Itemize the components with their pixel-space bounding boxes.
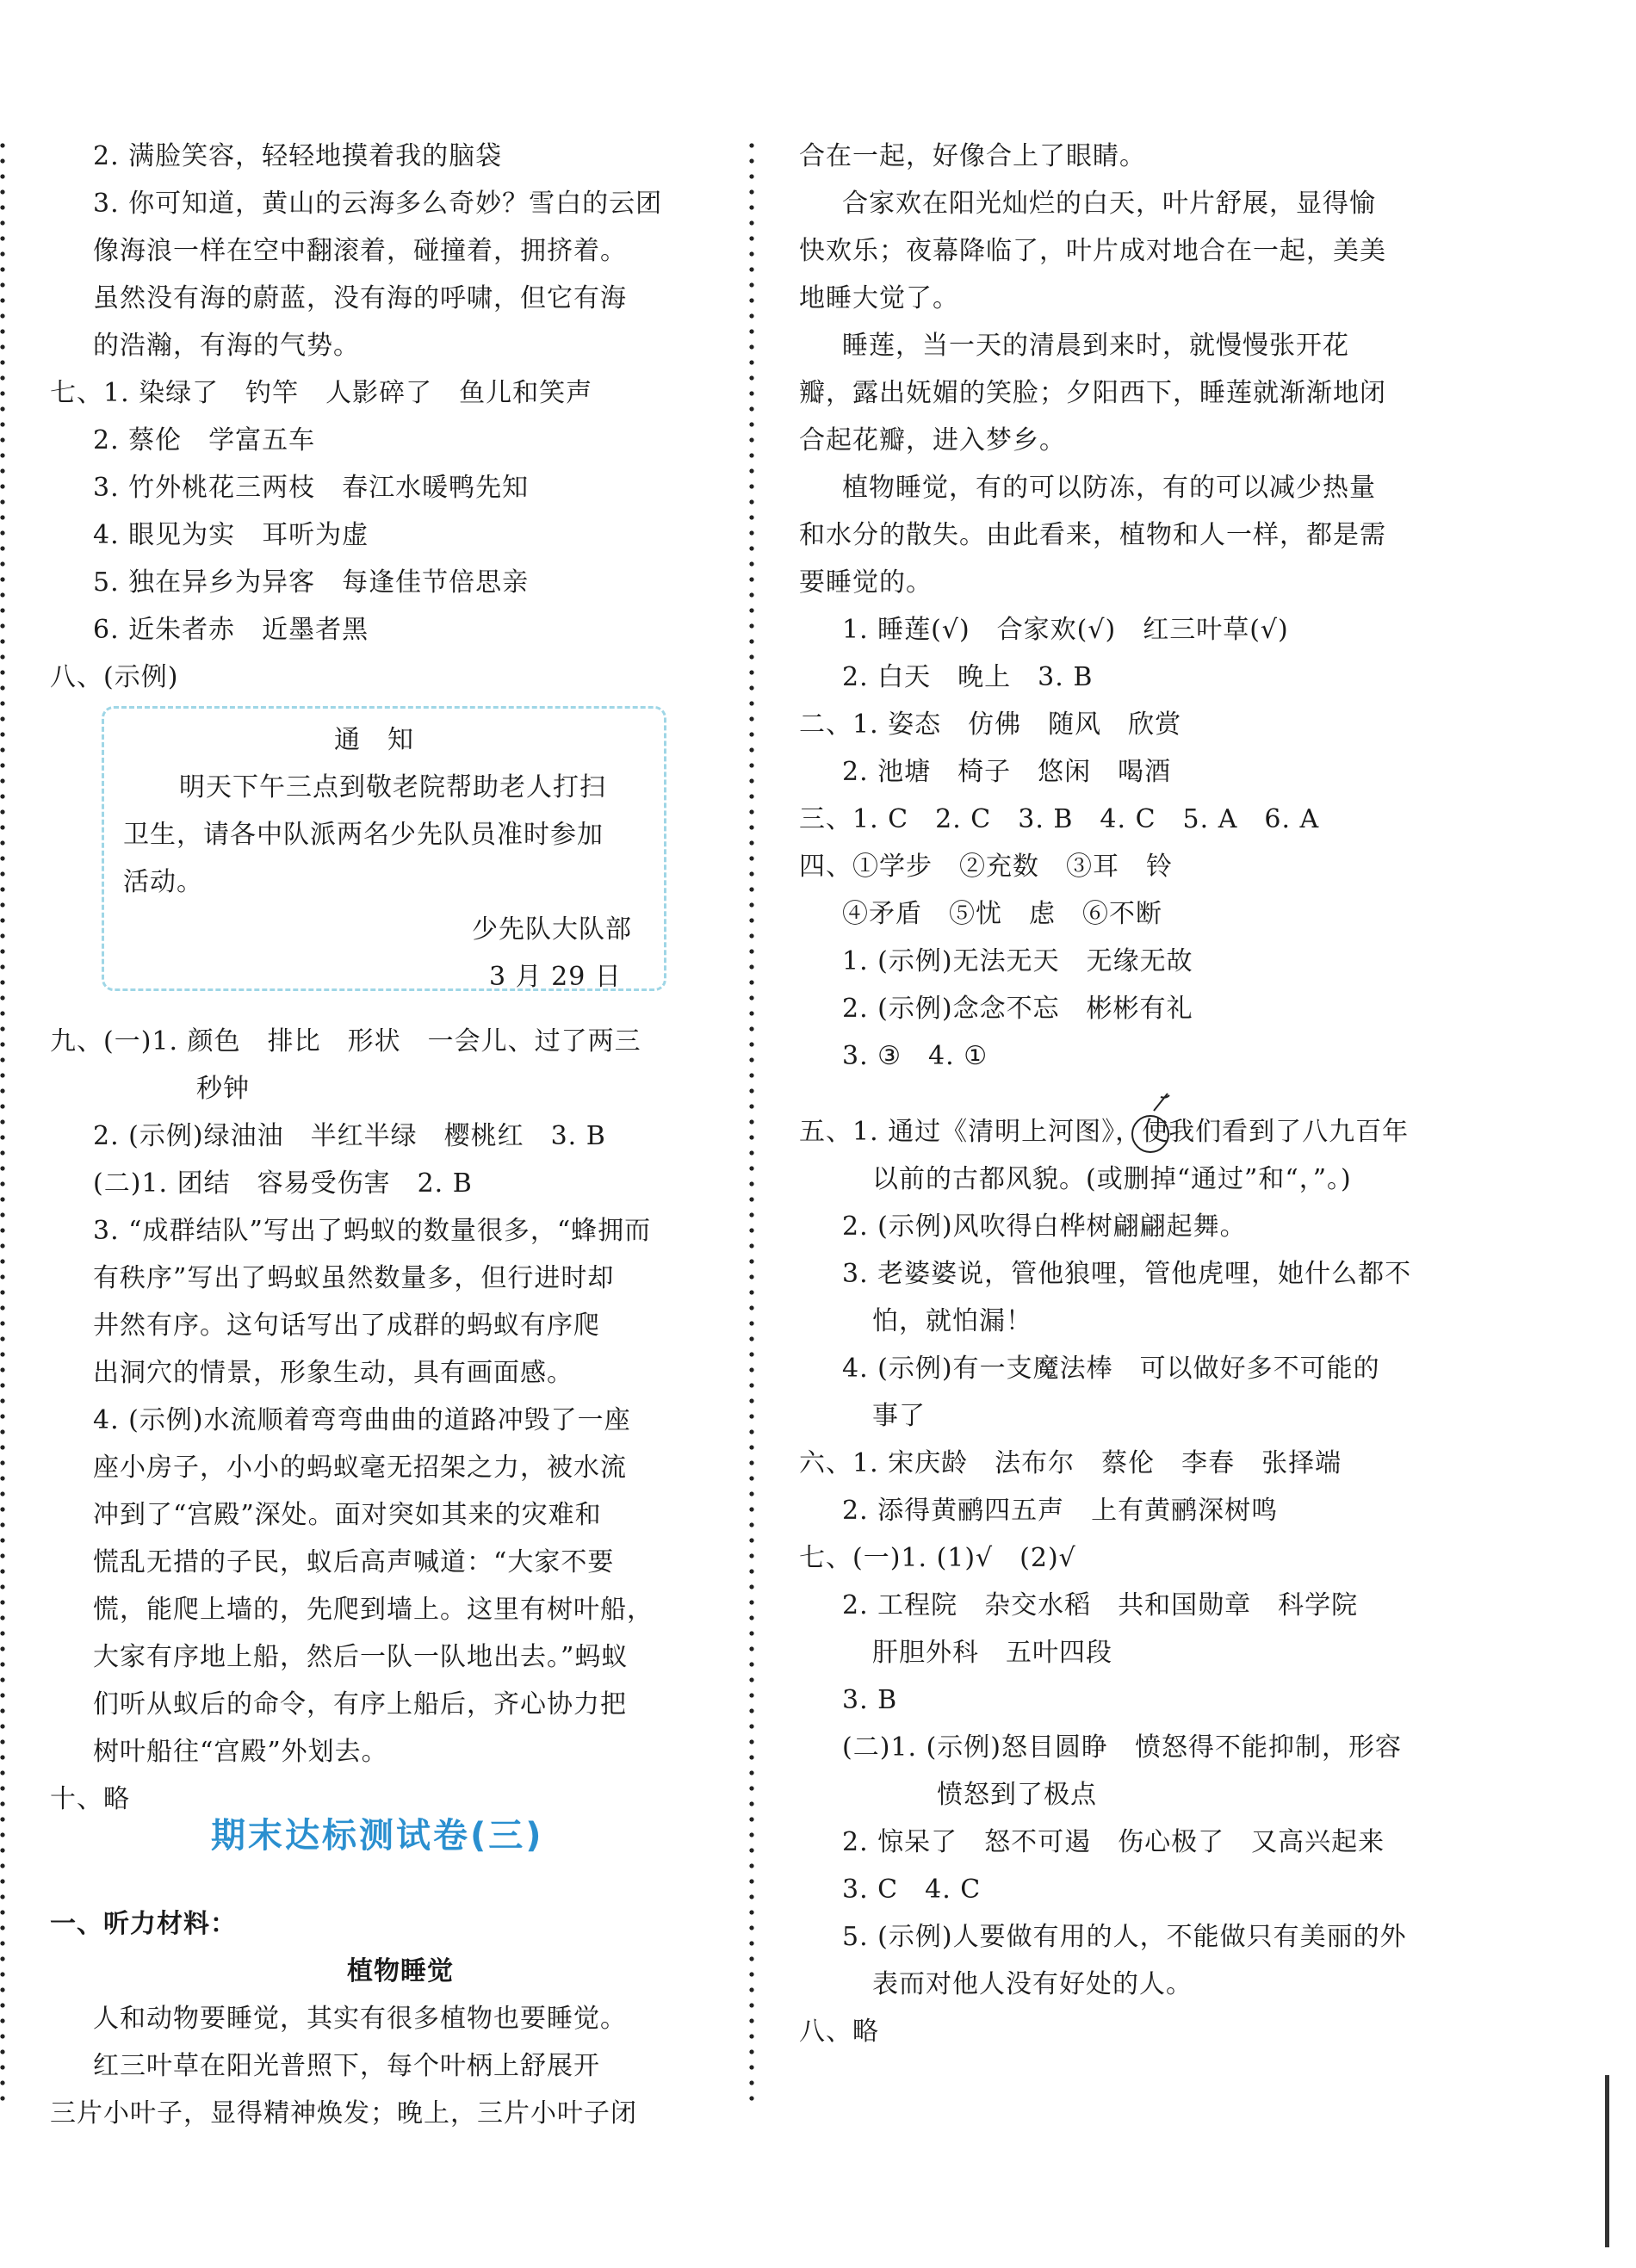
answer-line: 事了 [872,1401,926,1431]
answer-line: 4. 眼见为实 耳听为虚 [93,520,369,550]
answer-line: 树叶船往“宫殿”外划去。 [93,1737,388,1767]
scan-edge-line [1605,2075,1609,2247]
answer-line: 出洞穴的情景，形象生动，具有画面感。 [93,1358,573,1388]
answer-line: 2. 惊呆了 怒不可遏 伤心极了 又高兴起来 [842,1827,1385,1857]
answer-line: 像海浪一样在空中翻滚着，碰撞着，拥挤着。 [93,236,627,266]
answer-line: 大家有序地上船，然后一队一队地出去。”蚂蚁 [93,1642,629,1672]
answer-line: 座小房子，小小的蚂蚁毫无招架之力，被水流 [93,1453,627,1483]
answer-line: 通 知 [334,725,414,755]
answer-line: 植物睡觉 [347,1956,454,1986]
answer-line: 有秩序”写出了蚂蚁虽然数量多，但行进时却 [93,1263,615,1293]
answer-line: (二)1. 团结 容易受伤害 2. B [93,1168,473,1199]
answer-line: 肝胆外科 五叶四段 [872,1638,1112,1668]
answer-line: 2. 蔡伦 学富五车 [93,425,316,455]
answer-line: 表而对他人没有好处的人。 [872,1969,1193,1999]
answer-line: 慌乱无措的子民，蚁后高声喊道：“大家不要 [93,1547,615,1577]
answer-line: 红三叶草在阳光普照下，每个叶柄上舒展开 [93,2051,600,2081]
answer-line: 三、1. C 2. C 3. B 4. C 5. A 6. A [799,804,1320,834]
answer-line: 人和动物要睡觉，其实有很多植物也要睡觉。 [93,2004,627,2034]
answer-line: 井然有序。这句话写出了成群的蚂蚁有序爬 [93,1311,600,1341]
answer-line: 2. 满脸笑容，轻轻地摸着我的脑袋 [93,141,503,171]
answer-line: 睡莲，当一天的清晨到来时，就慢慢张开花 [842,331,1349,361]
binding-dots-left [0,138,5,2101]
binding-dots-middle [749,138,754,2101]
answer-line: 愤怒到了极点 [937,1780,1097,1810]
answer-line: 6. 近朱者赤 近墨者黑 [93,615,369,645]
answer-line: 3. 你可知道，黄山的云海多么奇妙？雪白的云团 [93,189,663,219]
answer-line: 明天下午三点到敬老院帮助老人打扫 [179,772,606,802]
answer-line: 快欢乐；夜幕降临了，叶片成对地合在一起，美美 [799,236,1386,266]
answer-line: 七、1. 染绿了 钓竿 人影碎了 鱼儿和笑声 [50,378,593,408]
answer-line: 卫生，请各中队派两名少先队员准时参加 [123,820,604,850]
answer-line: 3. C 4. C [842,1875,982,1905]
answer-line: 秒钟 [196,1074,250,1104]
answer-line: 3. B [842,1685,898,1715]
answer-line: 植物睡觉，有的可以防冻，有的可以减少热量 [842,473,1376,503]
answer-line: ④矛盾 ⑤忧 虑 ⑥不断 [842,899,1162,929]
answer-line: (二)1. (示例)怒目圆睁 愤怒得不能抑制，形容 [842,1732,1402,1763]
correction-insert-mark-icon [1150,1090,1173,1114]
answer-line: 2. 白天 晚上 3. B [842,662,1094,692]
answer-line: 5. 独在异乡为异客 每逢佳节倍思亲 [93,567,530,598]
answer-line: 合在一起，好像合上了眼睛。 [799,141,1146,171]
answer-line: 2. (示例)绿油油 半红半绿 樱桃红 3. B [93,1121,606,1151]
answer-line: 要睡觉的。 [799,567,933,598]
answer-line: 慌，能爬上墙的，先爬到墙上。这里有树叶船， [93,1595,654,1625]
answer-line: 虽然没有海的蔚蓝，没有海的呼啸，但它有海 [93,283,627,313]
answer-line: 4. (示例)水流顺着弯弯曲曲的道路冲毁了一座 [93,1405,631,1435]
answer-line: 2. 添得黄鹂四五声 上有黄鹂深树鸣 [842,1496,1279,1526]
answer-line: 的浩瀚，有海的气势。 [93,331,360,361]
answer-line: 八、略 [799,2017,879,2047]
answer-line: 1. (示例)无法无天 无缘无故 [842,946,1193,976]
answer-line: 怕，就怕漏！ [872,1306,1032,1336]
answer-line: 地睡大觉了。 [799,283,959,313]
answer-line: 3. 老婆婆说，管他狼哩，管他虎哩，她什么都不 [842,1259,1412,1289]
answer-line: 六、1. 宋庆龄 法布尔 蔡伦 李春 张择端 [799,1448,1342,1478]
answer-line: 2. (示例)念念不忘 彬彬有礼 [842,994,1193,1024]
answer-line: 2. 池塘 椅子 悠闲 喝酒 [842,757,1172,787]
answer-line: 冲到了“宫殿”深处。面对突如其来的灾难和 [93,1500,602,1530]
answer-line: 3. “成群结队”写出了蚂蚁的数量很多，“蜂拥而 [93,1216,652,1246]
answer-line: 四、①学步 ②充数 ③耳 铃 [799,852,1173,882]
answer-line: 一、听力材料： [50,1909,237,1939]
answer-line: 活动。 [123,867,203,897]
exam-title: 期末达标测试卷(三) [211,1816,544,1856]
answer-line: 2. 工程院 杂交水稻 共和国勋章 科学院 [842,1590,1359,1620]
answer-line: 五、1. 通过《清明上河图》，使我们看到了八九百年 [799,1117,1410,1147]
answer-line: 和水分的散失。由此看来，植物和人一样，都是需 [799,520,1386,550]
correction-circle-mark [1131,1115,1169,1153]
answer-line: 少先队大队部 [472,914,632,945]
answer-line: 以前的古都风貌。(或删掉“通过”和“，”。) [872,1164,1352,1194]
answer-line: 二、1. 姿态 仿佛 随风 欣赏 [799,710,1182,740]
answer-line: 三片小叶子，显得精神焕发；晚上，三片小叶子闭 [50,2098,637,2129]
answer-line: 2. (示例)风吹得白桦树翩翩起舞。 [842,1211,1247,1242]
answer-line: 3. 竹外桃花三两枝 春江水暖鸭先知 [93,473,530,503]
answer-line: 合起花瓣，进入梦乡。 [799,425,1066,455]
answer-line: 们听从蚁后的命令，有序上船后，齐心协力把 [93,1689,627,1720]
answer-line: 合家欢在阳光灿烂的白天，叶片舒展，显得愉 [842,189,1376,219]
answer-line: 3 月 29 日 [489,962,622,992]
answer-line: 5. (示例)人要做有用的人，不能做只有美丽的外 [842,1922,1407,1952]
answer-line: 七、(一)1. (1)√ (2)√ [799,1543,1076,1573]
answer-line: 3. ③ 4. ① [842,1041,988,1071]
answer-line: 4. (示例)有一支魔法棒 可以做好多不可能的 [842,1354,1380,1384]
answer-line: 瓣，露出妩媚的笑脸；夕阳西下，睡莲就渐渐地闭 [799,378,1386,408]
answer-line: 十、略 [50,1784,130,1814]
answer-line: 八、(示例) [50,662,179,692]
answer-line: 1. 睡莲(√) 合家欢(√) 红三叶草(√) [842,615,1289,645]
answer-line: 九、(一)1. 颜色 排比 形状 一会儿、过了两三 [50,1026,641,1057]
